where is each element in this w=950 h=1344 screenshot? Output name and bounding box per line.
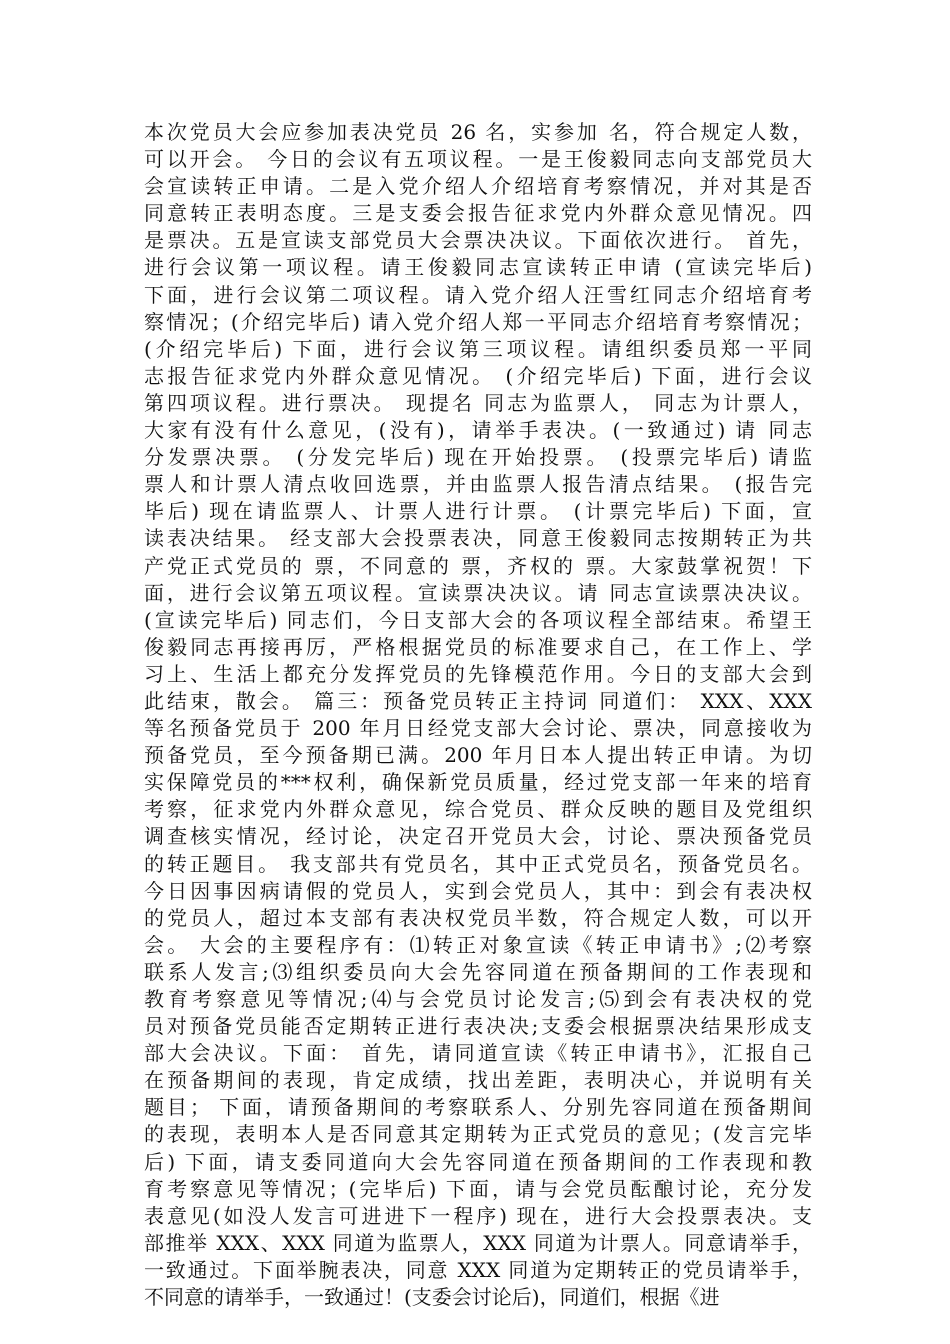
text-line: 后) 下面，请支委同道向大会先容同道在预备期间的工作表现和教 (144, 1149, 812, 1174)
text-line: 联系人发言;⑶组织委员向大会先容同道在预备期间的工作表现和 (144, 959, 812, 984)
text-line: (介绍完毕后) 下面，进行会议第三项议程。请组织委员郑一平同 (144, 336, 812, 361)
text-line: 读表决结果。 经支部大会投票表决，同意王俊毅同志按期转正为共 (144, 526, 812, 551)
text-line: 今日因事因病请假的党员人，实到会党员人，其中：到会有表决权 (144, 878, 812, 903)
text-line: 的表现，表明本人是否同意其定期转为正式党员的意见；(发言完毕 (144, 1122, 812, 1147)
text-line: 不同意的请举手，一致通过！(支委会讨论后)，同道们，根据《进 (144, 1285, 720, 1310)
text-line: 同意转正表明态度。三是支委会报告征求党内外群众意见情况。四 (144, 201, 812, 226)
text-line: 第四项议程。进行票决。 现提名 同志为监票人， 同志为计票人， (144, 390, 812, 415)
text-line: 进行会议第一项议程。请王俊毅同志宣读转正申请 (宣读完毕后) (144, 255, 812, 280)
text-line: 教育考察意见等情况;⑷与会党员讨论发言;⑸到会有表决权的党 (144, 987, 812, 1011)
text-line: (宣读完毕后) 同志们，今日支部大会的各项议程全部结束。希望王 (144, 607, 812, 632)
text-line: 预备党员，至今预备期已满。200 年月日本人提出转正申请。为切 (144, 743, 812, 768)
text-line: 的转正题目。 我支部共有党员名，其中正式党员名，预备党员名。 (144, 851, 812, 876)
text-line: 实保障党员的***权利，确保新党员质量，经过党支部一年来的培育 (144, 770, 812, 795)
text-line: 俊毅同志再接再厉，严格根据党员的标准要求自己，在工作上、学 (144, 634, 812, 659)
text-line: 志报告征求党内外群众意见情况。 (介绍完毕后) 下面，进行会议 (144, 363, 812, 388)
text-line: 部推举 XXX、XXX 同道为监票人，XXX 同道为计票人。同意请举手， (144, 1230, 812, 1255)
text-line: 可以开会。 今日的会议有五项议程。一是王俊毅同志向支部党员大 (144, 147, 812, 172)
text-line: 等名预备党员于 200 年月日经党支部大会讨论、票决，同意接收为 (144, 716, 812, 741)
text-line: 察情况；(介绍完毕后) 请入党介绍人郑一平同志介绍培育考察情况； (144, 309, 812, 334)
text-line: 考察，征求党内外群众意见，综合党员、群众反映的题目及党组织 (144, 797, 812, 822)
text-line: 习上、生活上都充分发挥党员的先锋模范作用。今日的支部大会到 (144, 661, 812, 686)
text-line: 会宣读转正申请。二是入党介绍人介绍培育考察情况，并对其是否 (144, 174, 812, 199)
text-line: 会。 大会的主要程序有：⑴转正对象宣读《转正申请书》;⑵考察 (144, 932, 812, 957)
text-line: 下面，进行会议第二项议程。请入党介绍人汪雪红同志介绍培育考 (144, 282, 812, 307)
text-line: 票人和计票人清点收回选票，并由监票人报告清点结果。 (报告完 (144, 472, 812, 497)
text-line: 题目； 下面，请预备期间的考察联系人、分别先容同道在预备期间 (144, 1095, 812, 1120)
text-line: 育考察意见等情况；(完毕后) 下面，请与会党员酝酿讨论，充分发 (144, 1176, 812, 1201)
text-line: 员对预备党员能否定期转正进行表决决;支委会根据票决结果形成支 (144, 1014, 812, 1039)
text-line: 大家有没有什么意见，(没有)，请举手表决。(一致通过) 请 同志 (144, 418, 812, 443)
body-text (144, 119, 812, 1311)
text-line: 表意见(如没人发言可进进下一程序) 现在，进行大会投票表决。支 (144, 1203, 812, 1228)
text-line: 此结束，散会。 篇三：预备党员转正主持词 同道们： XXX、XXX (144, 688, 812, 713)
text-line: 调查核实情况，经讨论，决定召开党员大会，讨论、票决预备党员 (144, 824, 812, 849)
text-line: 本次党员大会应参加表决党员 26 名，实参加 名，符合规定人数， (144, 120, 812, 144)
text-line: 毕后) 现在请监票人、计票人进行计票。 (计票完毕后) 下面，宣 (144, 499, 812, 524)
text-line: 一致通过。下面举腕表决，同意 XXX 同道为定期转正的党员请举手， (144, 1257, 812, 1282)
text-line: 的党员人，超过本支部有表决权党员半数，符合规定人数，可以开 (144, 905, 812, 930)
text-line: 面，进行会议第五项议程。宣读票决决议。请 同志宣读票决决议。 (144, 580, 812, 605)
text-line: 部大会决议。下面： 首先，请同道宣读《转正申请书》，汇报自己 (144, 1041, 812, 1066)
text-line: 是票决。五是宣读支部党员大会票决决议。下面依次进行。 首先， (144, 228, 812, 253)
text-line: 产党正式党员的 票，不同意的 票，齐权的 票。大家鼓掌祝贺！下 (144, 553, 812, 578)
text-line: 分发票决票。 (分发完毕后) 现在开始投票。 (投票完毕后) 请监 (144, 445, 812, 470)
text-line: 在预备期间的表现，肯定成绩，找出差距，表明决心，并说明有关 (144, 1068, 812, 1093)
